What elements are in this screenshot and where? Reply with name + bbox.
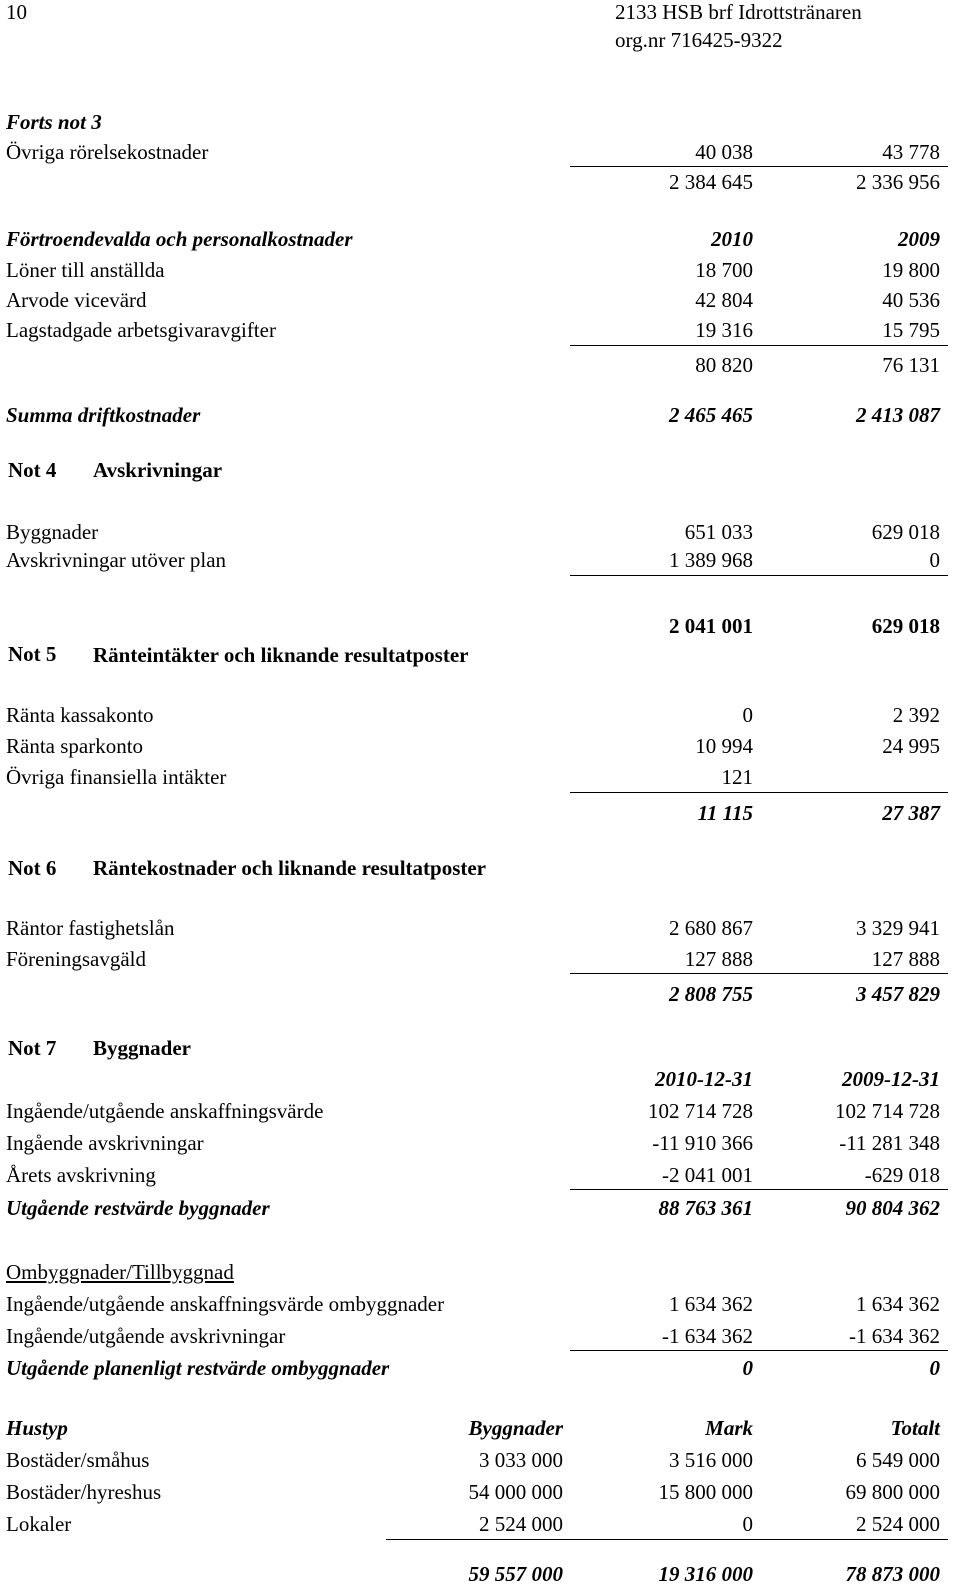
note-title: Ränteintäkter och liknande resultatposter bbox=[93, 643, 469, 667]
org-number: org.nr 716425-9322 bbox=[615, 28, 783, 52]
value-buildings: 2 524 000 bbox=[479, 1512, 563, 1536]
column-header-type: Hustyp bbox=[6, 1416, 68, 1440]
sum-rule bbox=[570, 166, 948, 167]
column-header-2009: 2009-12-31 bbox=[842, 1067, 940, 1091]
sum-2010: 11 115 bbox=[697, 801, 753, 825]
sum-2009: 629 018 bbox=[871, 614, 940, 638]
value-buildings: 54 000 000 bbox=[468, 1480, 563, 1504]
value-2010: -2 041 001 bbox=[662, 1163, 753, 1187]
row-label: Arvode vicevärd bbox=[6, 288, 147, 312]
value-2010: 2 680 867 bbox=[669, 916, 753, 940]
total-2010: 0 bbox=[742, 1356, 753, 1380]
total-2010: 88 763 361 bbox=[658, 1196, 753, 1220]
value-total: 2 524 000 bbox=[856, 1512, 940, 1536]
column-header-total: Totalt bbox=[890, 1416, 940, 1440]
column-header-2009: 2009 bbox=[898, 227, 940, 251]
value-2009: 19 800 bbox=[882, 258, 940, 282]
value-2010: 19 316 bbox=[695, 318, 753, 342]
total-2009: 90 804 362 bbox=[845, 1196, 940, 1220]
sum-total: 78 873 000 bbox=[845, 1562, 940, 1586]
value-2009: 102 714 728 bbox=[835, 1099, 940, 1123]
sum-2010: 2 384 645 bbox=[669, 170, 753, 194]
row-label: Räntor fastighetslån bbox=[6, 916, 175, 940]
note-number: Not 6 bbox=[8, 856, 57, 880]
value-2010: 42 804 bbox=[695, 288, 753, 312]
row-label: Avskrivningar utöver plan bbox=[6, 548, 227, 572]
total-2009: 0 bbox=[929, 1356, 940, 1380]
row-label: Ränta kassakonto bbox=[6, 703, 154, 727]
row-label: Löner till anställda bbox=[6, 258, 165, 282]
note-number: Not 4 bbox=[8, 458, 57, 482]
page-number: 10 bbox=[6, 0, 27, 24]
total-label: Utgående planenligt restvärde ombyggnader bbox=[6, 1356, 390, 1380]
sum-2009: 76 131 bbox=[882, 353, 940, 377]
value-2010: 1 634 362 bbox=[669, 1292, 753, 1316]
value-2009: 3 329 941 bbox=[856, 916, 940, 940]
note-title: Avskrivningar bbox=[93, 458, 223, 482]
value-2010: 121 bbox=[721, 765, 753, 789]
value-2009: 43 778 bbox=[882, 140, 940, 164]
sum-rule bbox=[570, 345, 948, 346]
sum-rule bbox=[570, 792, 948, 793]
sum-rule bbox=[570, 1350, 948, 1351]
row-label: Årets avskrivning bbox=[6, 1163, 156, 1187]
value-2010: 40 038 bbox=[695, 140, 753, 164]
value-2010: 127 888 bbox=[684, 947, 753, 971]
sum-rule bbox=[570, 973, 948, 974]
value-2009: 2 392 bbox=[892, 703, 940, 727]
note3-heading: Forts not 3 bbox=[6, 110, 102, 134]
row-label: Lagstadgade arbetsgivaravgifter bbox=[6, 318, 276, 342]
value-2010: 18 700 bbox=[695, 258, 753, 282]
column-header-land: Mark bbox=[705, 1416, 753, 1440]
row-label: Ingående/utgående avskrivningar bbox=[6, 1324, 286, 1348]
sum-2010: 2 808 755 bbox=[669, 982, 753, 1006]
note-title: Räntekostnader och liknande resultatposter bbox=[93, 856, 487, 880]
row-label: Övriga finansiella intäkter bbox=[6, 765, 227, 789]
value-buildings: 3 033 000 bbox=[479, 1448, 563, 1472]
value-2010: 0 bbox=[742, 703, 753, 727]
note-number: Not 5 bbox=[8, 642, 57, 666]
value-2009: -11 281 348 bbox=[839, 1131, 940, 1155]
sum-rule bbox=[386, 1539, 948, 1540]
note-number: Not 7 bbox=[8, 1036, 57, 1060]
row-label: Bostäder/hyreshus bbox=[6, 1480, 162, 1504]
sum-rule bbox=[570, 1189, 948, 1190]
row-label: Byggnader bbox=[6, 520, 99, 544]
column-header-2010: 2010 bbox=[711, 227, 753, 251]
total-label: Summa driftkostnader bbox=[6, 403, 201, 427]
value-2009: 0 bbox=[929, 548, 940, 572]
association-name: 2133 HSB brf Idrottstränaren bbox=[615, 0, 862, 24]
value-total: 69 800 000 bbox=[845, 1480, 940, 1504]
sum-2009: 27 387 bbox=[882, 801, 940, 825]
row-label: Föreningsavgäld bbox=[6, 947, 146, 971]
total-2010: 2 465 465 bbox=[669, 403, 753, 427]
value-2009: 24 995 bbox=[882, 734, 940, 758]
note-title: Byggnader bbox=[93, 1036, 192, 1060]
total-label: Utgående restvärde byggnader bbox=[6, 1196, 270, 1220]
sum-land: 19 316 000 bbox=[658, 1562, 753, 1586]
sum-buildings: 59 557 000 bbox=[468, 1562, 563, 1586]
row-label: Ingående avskrivningar bbox=[6, 1131, 204, 1155]
total-2009: 2 413 087 bbox=[856, 403, 940, 427]
sum-2010: 2 041 001 bbox=[669, 614, 753, 638]
value-2009: 127 888 bbox=[871, 947, 940, 971]
row-label: Ränta sparkonto bbox=[6, 734, 144, 758]
value-2010: 651 033 bbox=[684, 520, 753, 544]
value-2009: 15 795 bbox=[882, 318, 940, 342]
value-land: 15 800 000 bbox=[658, 1480, 753, 1504]
sum-2010: 80 820 bbox=[695, 353, 753, 377]
column-header-2010: 2010-12-31 bbox=[655, 1067, 753, 1091]
value-2010: 10 994 bbox=[695, 734, 753, 758]
sum-rule bbox=[570, 575, 948, 576]
row-label: Ingående/utgående anskaffningsvärde ombyggnader bbox=[6, 1292, 445, 1316]
value-2009: -1 634 362 bbox=[849, 1324, 940, 1348]
value-2009: 1 634 362 bbox=[856, 1292, 940, 1316]
row-label: Övriga rörelsekostnader bbox=[6, 140, 209, 164]
value-2010: -11 910 366 bbox=[652, 1131, 753, 1155]
row-label: Ingående/utgående anskaffningsvärde bbox=[6, 1099, 324, 1123]
row-label: Bostäder/småhus bbox=[6, 1448, 150, 1472]
rebuild-heading: Ombyggnader/Tillbyggnad bbox=[6, 1260, 234, 1284]
sum-2009: 3 457 829 bbox=[856, 982, 940, 1006]
value-land: 3 516 000 bbox=[669, 1448, 753, 1472]
value-land: 0 bbox=[742, 1512, 753, 1536]
value-total: 6 549 000 bbox=[856, 1448, 940, 1472]
column-header-buildings: Byggnader bbox=[468, 1416, 563, 1440]
sum-2009: 2 336 956 bbox=[856, 170, 940, 194]
value-2010: -1 634 362 bbox=[662, 1324, 753, 1348]
value-2009: -629 018 bbox=[864, 1163, 940, 1187]
row-label: Lokaler bbox=[6, 1512, 72, 1536]
value-2009: 629 018 bbox=[871, 520, 940, 544]
personnel-heading: Förtroendevalda och personalkostnader bbox=[6, 227, 353, 251]
value-2009: 40 536 bbox=[882, 288, 940, 312]
value-2010: 1 389 968 bbox=[669, 548, 753, 572]
value-2010: 102 714 728 bbox=[648, 1099, 753, 1123]
